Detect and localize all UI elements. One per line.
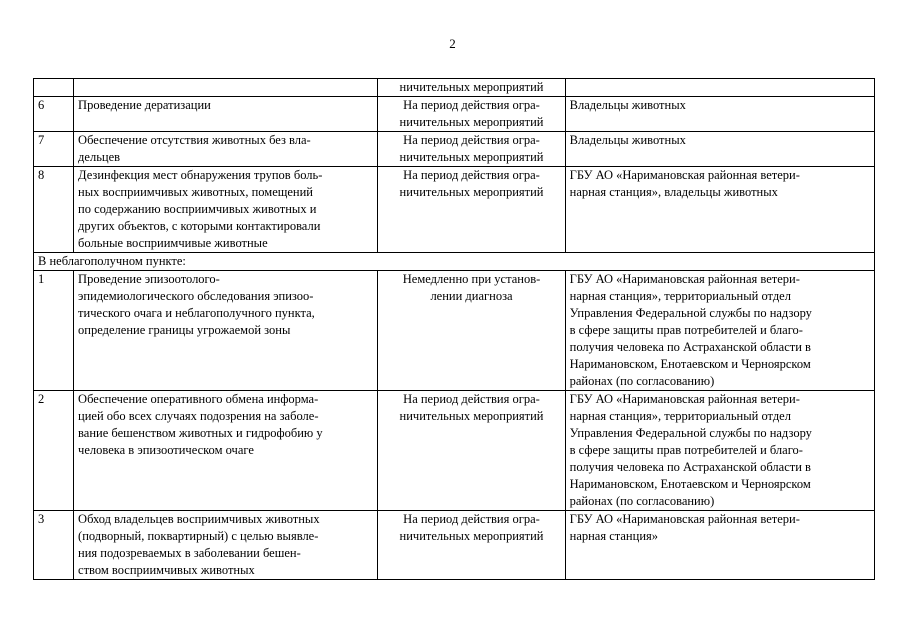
action-line: человека в эпизоотическом очаге xyxy=(78,443,254,457)
action-cell xyxy=(74,511,378,580)
responsible-line: нарная станция» xyxy=(569,529,659,543)
responsible-cell xyxy=(565,79,874,97)
row-number-cell xyxy=(34,79,74,97)
period-line: ничительных мероприятий xyxy=(399,80,544,94)
responsible-line: в сфере защиты прав потребителей и благо- xyxy=(569,323,803,337)
row-number-cell: 3 xyxy=(34,511,74,580)
action-cell xyxy=(74,391,378,511)
action-cell xyxy=(74,132,378,167)
action-line: определение границы угрожаемой зоны xyxy=(78,323,291,337)
responsible-line: ГБУ АО «Наримановская районная ветери- xyxy=(569,512,800,526)
responsible-line: нарная станция», территориальный отдел xyxy=(569,409,791,423)
measures-table xyxy=(33,78,875,580)
action-cell xyxy=(74,271,378,391)
action-line: тического очага и неблагополучного пункта, xyxy=(78,306,315,320)
action-line: цией обо всех случаях подозрения на заболе- xyxy=(78,409,319,423)
responsible-line: Владельцы животных xyxy=(569,98,686,112)
row-number-cell: 6 xyxy=(34,97,74,132)
period-line: На период действия огра- xyxy=(403,98,540,112)
period-line: ничительных мероприятий xyxy=(399,409,544,423)
period-cell xyxy=(378,79,565,97)
period-cell xyxy=(378,97,565,132)
action-line: ных восприимчивых животных, помещений xyxy=(78,185,313,199)
responsible-line: Наримановском, Енотаевском и Черноярском xyxy=(569,357,811,371)
row-number-cell: 7 xyxy=(34,132,74,167)
responsible-cell xyxy=(565,391,874,511)
action-line: Проведение эпизоотолого- xyxy=(78,272,220,286)
responsible-cell xyxy=(565,132,874,167)
action-line: больные восприимчивые животные xyxy=(78,236,268,250)
responsible-line: получия человека по Астраханской области в xyxy=(569,460,811,474)
action-line: ния подозреваемых в заболевании бешен- xyxy=(78,546,301,560)
period-line: лении диагноза xyxy=(430,289,513,303)
period-cell xyxy=(378,271,565,391)
responsible-line: ГБУ АО «Наримановская районная ветери- xyxy=(569,272,800,286)
period-cell xyxy=(378,391,565,511)
action-line: дельцев xyxy=(78,150,121,164)
responsible-line: в сфере защиты прав потребителей и благо- xyxy=(569,443,803,457)
action-line: других объектов, с которыми контактировали xyxy=(78,219,321,233)
action-line: Дезинфекция мест обнаружения трупов боль- xyxy=(78,168,323,182)
period-line: Немедленно при установ- xyxy=(402,272,541,286)
responsible-line: ГБУ АО «Наримановская районная ветери- xyxy=(569,168,800,182)
table-row xyxy=(34,79,875,97)
action-cell xyxy=(74,79,378,97)
action-cell xyxy=(74,167,378,253)
action-line: Обеспечение отсутствия животных без вла- xyxy=(78,133,311,147)
responsible-cell xyxy=(565,167,874,253)
responsible-line: районах (по согласованию) xyxy=(569,374,715,388)
row-number-cell: 2 xyxy=(34,391,74,511)
table-row xyxy=(34,167,875,253)
section-row xyxy=(34,253,875,271)
responsible-line: Управления Федеральной службы по надзору xyxy=(569,426,812,440)
period-line: На период действия огра- xyxy=(403,133,540,147)
period-line: ничительных мероприятий xyxy=(399,529,544,543)
action-line: Проведение дератизации xyxy=(78,98,211,112)
period-line: ничительных мероприятий xyxy=(399,150,544,164)
action-line: Обход владельцев восприимчивых животных xyxy=(78,512,320,526)
period-cell xyxy=(378,511,565,580)
row-number-cell: 1 xyxy=(34,271,74,391)
page-number: 2 xyxy=(449,36,456,51)
responsible-line: ГБУ АО «Наримановская районная ветери- xyxy=(569,392,800,406)
action-line: вание бешенством животных и гидрофобию у xyxy=(78,426,323,440)
table-row xyxy=(34,271,875,391)
responsible-line: нарная станция», владельцы животных xyxy=(569,185,778,199)
responsible-cell xyxy=(565,271,874,391)
period-line: На период действия огра- xyxy=(403,392,540,406)
responsible-cell xyxy=(565,511,874,580)
table-row xyxy=(34,391,875,511)
responsible-line: Управления Федеральной службы по надзору xyxy=(569,306,812,320)
table-row xyxy=(34,511,875,580)
period-line: ничительных мероприятий xyxy=(399,185,544,199)
responsible-line: Наримановском, Енотаевском и Черноярском xyxy=(569,477,811,491)
action-line: Обеспечение оперативного обмена информа- xyxy=(78,392,319,406)
action-line: (подворный, поквартирный) с целью выявле- xyxy=(78,529,319,543)
row-number-cell: 8 xyxy=(34,167,74,253)
table-row xyxy=(34,97,875,132)
responsible-line: получия человека по Астраханской области в xyxy=(569,340,811,354)
action-cell xyxy=(74,97,378,132)
table-row xyxy=(34,132,875,167)
section-heading: В неблагополучном пункте: xyxy=(34,253,875,271)
responsible-line: районах (по согласованию) xyxy=(569,494,715,508)
period-line: На период действия огра- xyxy=(403,168,540,182)
responsible-cell xyxy=(565,97,874,132)
period-cell xyxy=(378,132,565,167)
period-line: ничительных мероприятий xyxy=(399,115,544,129)
action-line: по содержанию восприимчивых животных и xyxy=(78,202,317,216)
period-cell xyxy=(378,167,565,253)
action-line: эпидемиологического обследования эпизоо- xyxy=(78,289,314,303)
responsible-line: нарная станция», территориальный отдел xyxy=(569,289,791,303)
action-line: ством восприимчивых животных xyxy=(78,563,255,577)
period-line: На период действия огра- xyxy=(403,512,540,526)
responsible-line: Владельцы животных xyxy=(569,133,686,147)
